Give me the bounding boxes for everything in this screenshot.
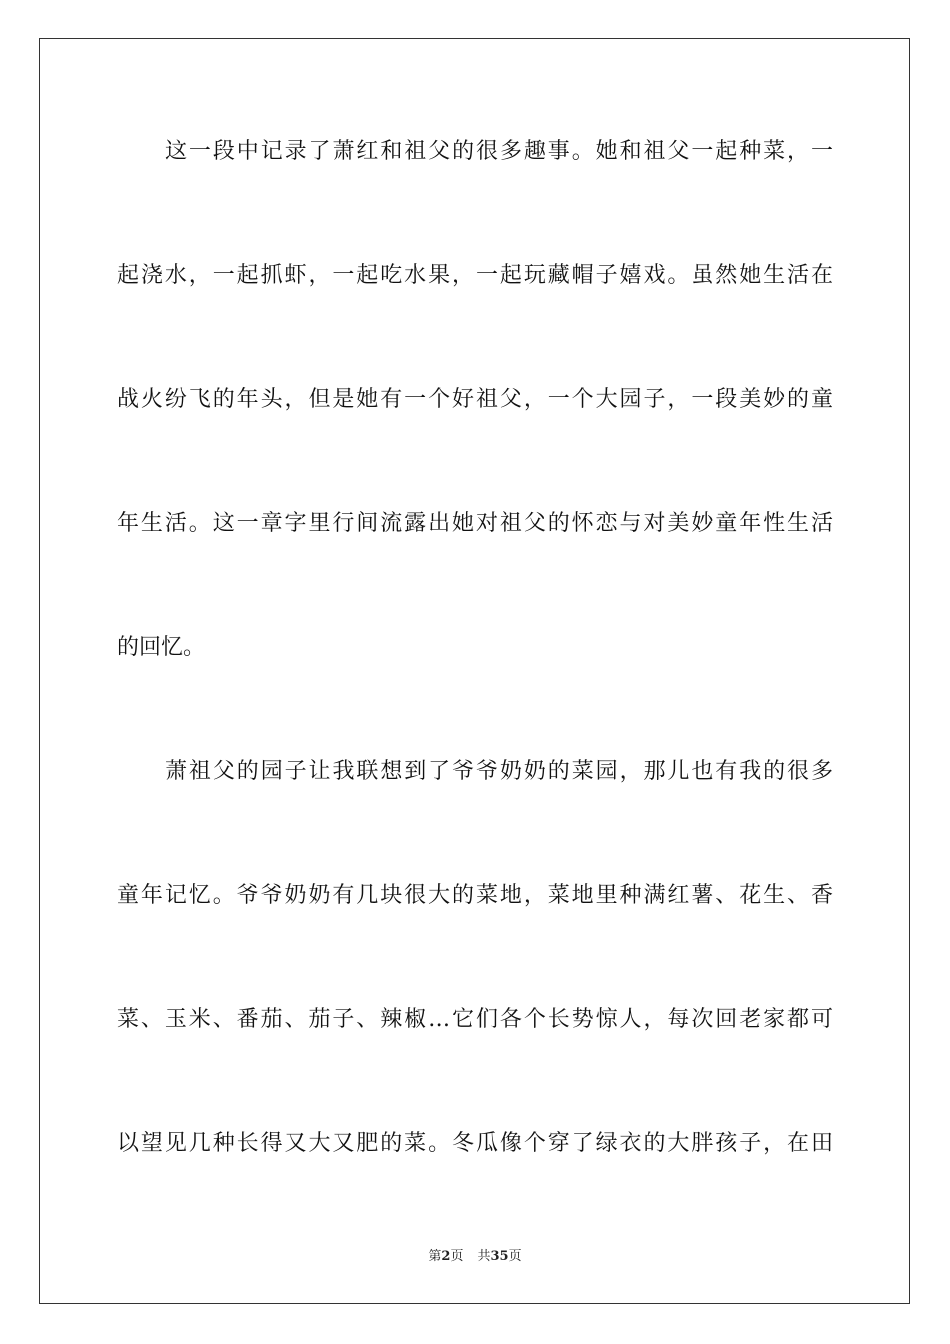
paragraph-1-line-5: 的回忆。 [117,635,206,660]
page-suffix: 页 [450,1249,464,1264]
paragraph-1-line-2: 起浇水，一起抓虾，一起吃水果，一起玩藏帽子嬉戏。虽然她生活在 [117,263,833,288]
paragraph-1-line-1: 这一段中记录了萧红和祖父的很多趣事。她和祖父一起种菜，一 [165,139,833,164]
paragraph-2-line-2: 童年记忆。爷爷奶奶有几块很大的菜地，菜地里种满红薯、花生、香 [117,883,833,908]
total-prefix: 共 [477,1249,491,1264]
paragraph-2-line-1: 萧祖父的园子让我联想到了爷爷奶奶的菜园，那儿也有我的很多 [165,759,833,784]
total-pages: 35 [490,1249,509,1264]
paragraph-2-line-3: 菜、玉米、番茄、茄子、辣椒…它们各个长势惊人，每次回老家都可 [117,1007,833,1032]
page-border [39,38,910,1304]
page-footer [0,1248,950,1266]
paragraph-2-line-4: 以望见几种长得又大又肥的菜。冬瓜像个穿了绿衣的大胖孩子，在田 [117,1131,833,1156]
paragraph-1-line-4: 年生活。这一章字里行间流露出她对祖父的怀恋与对美妙童年性生活 [117,511,833,536]
page-prefix: 第 [428,1249,442,1264]
total-suffix: 页 [508,1249,522,1264]
page-number: 2 [441,1249,451,1264]
paragraph-1-line-3: 战火纷飞的年头，但是她有一个好祖父，一个大园子，一段美妙的童 [117,387,833,412]
